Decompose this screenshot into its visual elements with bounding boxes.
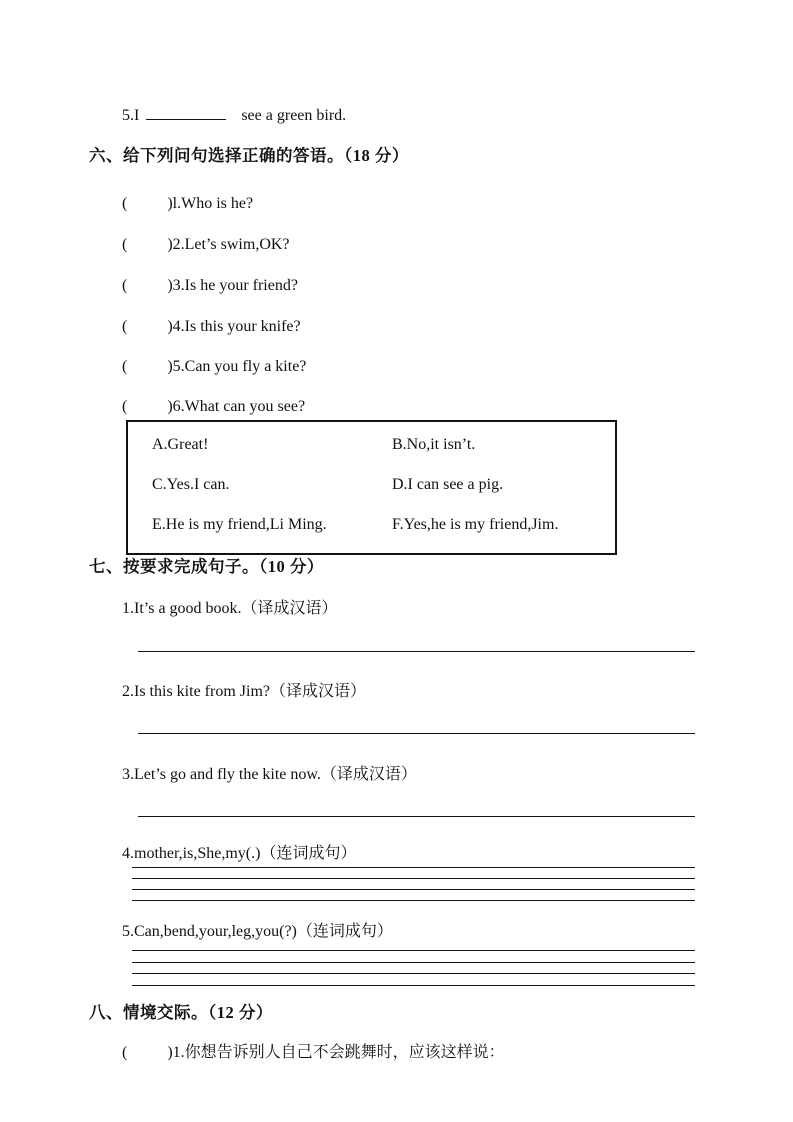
question-row-5	[122, 357, 306, 377]
close-paren: )	[167, 318, 173, 335]
question-text: 1.你想告诉别人自己不会跳舞时，应该这样说：	[172, 1044, 505, 1061]
answer-option-row	[152, 435, 615, 475]
answer-option-e: E.He is my friend,Li Ming.	[152, 516, 327, 533]
close-paren: )	[167, 236, 173, 253]
writing-line	[138, 733, 695, 734]
question-row-4	[122, 317, 301, 337]
question-text: 2.Let’s swim,OK?	[172, 236, 290, 253]
close-paren: )	[167, 358, 173, 375]
question-text: 3.Is he your friend?	[172, 277, 298, 294]
writing-lines-group	[132, 950, 695, 996]
close-paren: )	[167, 1044, 173, 1061]
sentence-item-2: 2.Is this kite from Jim?（译成汉语）	[122, 683, 366, 700]
answer-option-row	[152, 515, 615, 555]
section-seven-heading: 七、按要求完成句子。（10 分）	[89, 557, 324, 576]
open-paren: (	[122, 195, 128, 212]
sentence-item-3: 3.Let’s go and fly the kite now.（译成汉语）	[122, 766, 417, 783]
open-paren: (	[122, 358, 128, 375]
open-paren: (	[122, 318, 128, 335]
answer-option-b: B.No,it isn’t.	[392, 436, 476, 453]
open-paren: (	[122, 236, 128, 253]
question-row-6	[122, 397, 305, 417]
writing-line	[132, 962, 695, 963]
open-paren: (	[122, 277, 128, 294]
close-paren: )	[167, 398, 173, 415]
question-text: 4.Is this your knife?	[172, 318, 301, 335]
question-text: 6.What can you see?	[172, 398, 306, 415]
question-row-1	[122, 194, 253, 214]
open-paren: (	[122, 398, 128, 415]
answer-option-f: F.Yes,he is my friend,Jim.	[392, 516, 559, 533]
writing-line	[132, 950, 695, 951]
writing-line	[138, 651, 695, 652]
question-row-3	[122, 276, 298, 296]
answer-option-a: A.Great!	[152, 436, 209, 453]
writing-line	[132, 985, 695, 986]
answer-option-row	[152, 475, 615, 515]
section-eight-heading: 八、情境交际。（12 分）	[89, 1003, 273, 1022]
answer-options-box	[126, 420, 617, 555]
sentence-item-4: 4.mother,is,She,my(.)（连词成句）	[122, 845, 357, 862]
fill-in-suffix: see a green bird.	[241, 107, 347, 124]
question-text: 5.Can you fly a kite?	[172, 358, 307, 375]
writing-lines-group	[132, 867, 695, 911]
question-text: l.Who is he?	[172, 195, 254, 212]
fill-in-prefix: 5.I	[122, 107, 140, 124]
section-six-heading: 六、给下列问句选择正确的答语。（18 分）	[89, 146, 409, 165]
writing-line	[132, 973, 695, 974]
writing-line	[132, 889, 695, 890]
writing-line	[138, 816, 695, 817]
question-row-2	[122, 235, 290, 255]
close-paren: )	[167, 195, 173, 212]
sentence-item-5: 5.Can,bend,your,leg,you(?)（连词成句）	[122, 923, 393, 940]
answer-option-c: C.Yes.I can.	[152, 476, 230, 493]
writing-line	[132, 900, 695, 901]
sentence-item-1: 1.It’s a good book.（译成汉语）	[122, 600, 338, 617]
fill-in-question	[122, 104, 346, 126]
writing-line	[132, 878, 695, 879]
writing-line	[132, 867, 695, 868]
answer-blank	[146, 104, 226, 120]
answer-option-d: D.I can see a pig.	[392, 476, 504, 493]
situational-question-row-1	[122, 1043, 505, 1063]
close-paren: )	[167, 277, 173, 294]
open-paren: (	[122, 1044, 128, 1061]
